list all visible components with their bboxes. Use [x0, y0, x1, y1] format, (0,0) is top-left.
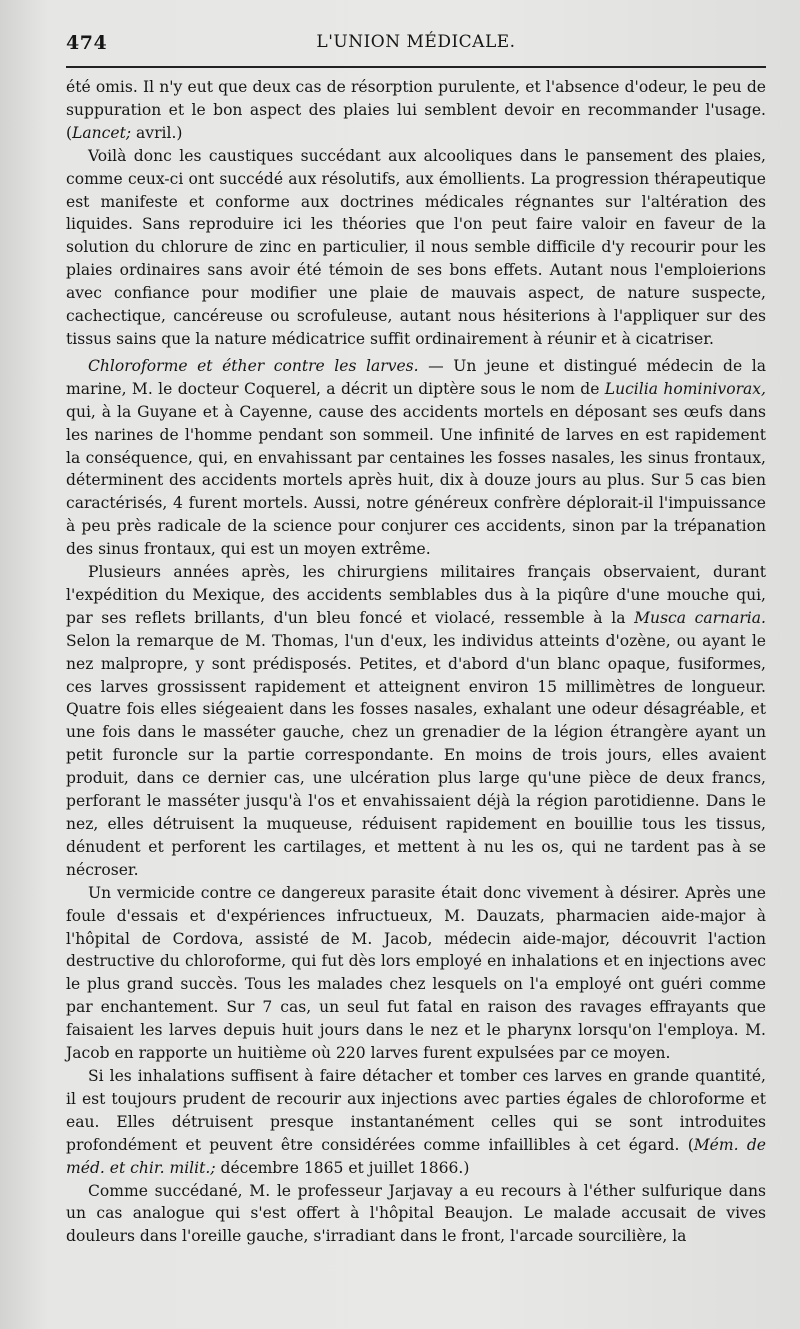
text-run: été omis. Il n'y eut que deux cas de résorption purulente, et l'absence d'odeur, le peu de suppuration et le bon aspect des plaies lui semblent devoir en recommander l'usage. ( [66, 78, 766, 142]
text-run: qui, à la Guyane et à Cayenne, cause des accidents mortels en déposant ses œufs dans les narines de l'homme pendant son sommeil. Une infinité de larves en est rapidement la conséquence, qui, en envahissant par centaines les fosses nasales, les sinus frontaux, déterminent des accidents mortels après huit, dix à douze jours au plus. Sur 5 cas bien caractérisés, 4 furent mortels. Aussi, notre généreux confrère déplorait-il l'impuissance à peu près radicale de la science pour conjurer ces accidents, sinon par la trépanation des sinus frontaux, qui est un moyen extrême. [66, 402, 766, 559]
paragraph [66, 355, 766, 561]
italic-text: Chloroforme et éther contre les larves. [88, 356, 419, 375]
text-run: Un vermicide contre ce dangereux parasite était donc vivement à désirer. Après une foule d'essais et d'expériences infructueux, M. Dauzats, pharmacien aide-major à l'hôpital de Cordova, assisté de M. Jacob, médecin aide-major, découvrit l'action destructive du chloroforme, qui fut dès lors employé en inhalations et en injections avec le plus grand succès. Tous les malades chez lesquels on l'a employé ont guéri comme par enchantement. Sur 7 cas, un seul fut fatal en raison des ravages effrayants que faisaient les larves depuis huit jours dans le nez et le pharynx lorsqu'on l'employa. M. Jacob en rapporte un huitième où 220 larves furent expulsées par ce moyen. [66, 883, 766, 1063]
text-run: Selon la remarque de M. Thomas, l'un d'eux, les individus atteints d'ozène, ou ayant le nez malpropre, y sont prédisposés. Petites, et d'abord d'un blanc opaque, fusiformes, ces larves grossissent rapidement et atteignent environ 15 millimètres de longueur. Quatre fois elles siégeaient dans les fosses nasales, exhalant une odeur désagréable, et une fois dans le masséter gauche, chez un grenadier de la légion étrangère ayant un petit furoncle sur la partie correspondante. En moins de trois jours, elles avaient produit, dans ce dernier cas, une ulcération plus large qu'une pièce de deux francs, perforant le masséter jusqu'à l'os et envahissaient déjà la région parotidienne. Dans le nez, elles détruisent la muqueuse, réduisent rapidement en bouillie tous les tissus, dénudent et perforent les cartilages, et mettent à nu les os, qui ne tardent pas à se nécroser. [66, 631, 766, 879]
italic-text: Lucilia hominivorax, [604, 379, 766, 398]
paragraph [66, 145, 766, 351]
paragraph [66, 1065, 766, 1180]
text-run: Comme succédané, M. le professeur Jarjavay a eu recours à l'éther sulfurique dans un cas analogue qui s'est offert à l'hôpital Beaujon. Le malade accusait de vives douleurs dans l'oreille gauche, s'irradiant dans le front, l'arcade sourcilière, la [66, 1181, 766, 1246]
body-text [66, 76, 766, 1248]
running-head [66, 30, 766, 62]
page-number: 474 [66, 32, 108, 54]
text-run: Si les inhalations suffisent à faire détacher et tomber ces larves en grande quantité, il est toujours prudent de recourir aux injections avec parties égales de chloroforme et eau. Elles détruisent presque instantanément celles qui se sont introduites profondément et peuvent être considérées comme infaillibles à cet égard. ( [66, 1066, 766, 1154]
paragraph [66, 76, 766, 145]
paragraph [66, 1180, 766, 1249]
text-run: Plusieurs années après, les chirurgiens militaires français observaient, durant l'expédition du Mexique, des accidents semblables dus à la piqûre d'une mouche qui, par ses reflets brillants, d'un bleu foncé et violacé, ressemble à la [66, 563, 766, 627]
text-run: avril.) [131, 123, 183, 142]
text-run: Voilà donc les caustiques succédant aux alcooliques dans le pansement des plaies, comme ceux-ci ont succédé aux résolutifs, aux émollients. La progression thérapeutique est manifeste et conforme aux doctrines médicales régnantes sur l'altération des liquides. Sans reproduire ici les théories que l'on peut faire valoir en faveur de la solution du chlorure de zinc en particulier, il nous semble difficile d'y recourir pour les plaies ordinaires sans avoir été témoin de ses bons effets. Autant nous l'emploierions avec confiance pour modifier une plaie de mauvais aspect, de nature suspecte, cachectique, cancéreuse ou scrofuleuse, autant nous hésiterions à l'appliquer sur des tissus sains que la nature médicatrice suffit ordinairement à réunir et à cicatriser. [66, 146, 766, 348]
text-run: décembre 1865 et juillet 1866.) [215, 1158, 470, 1177]
text-run: — Un jeune et distingué médecin de la marine, M. le docteur Coquerel, a décrit un diptère sous le nom de [66, 356, 766, 398]
italic-text: Lancet; [72, 123, 132, 142]
header-rule [66, 66, 766, 68]
journal-title: L'UNION MÉDICALE. [316, 32, 516, 52]
italic-text: Musca carnaria. [634, 608, 766, 627]
italic-text: Mém. de méd. et chir. milit.; [66, 1135, 766, 1177]
paragraph [66, 561, 766, 882]
paragraph [66, 882, 766, 1065]
